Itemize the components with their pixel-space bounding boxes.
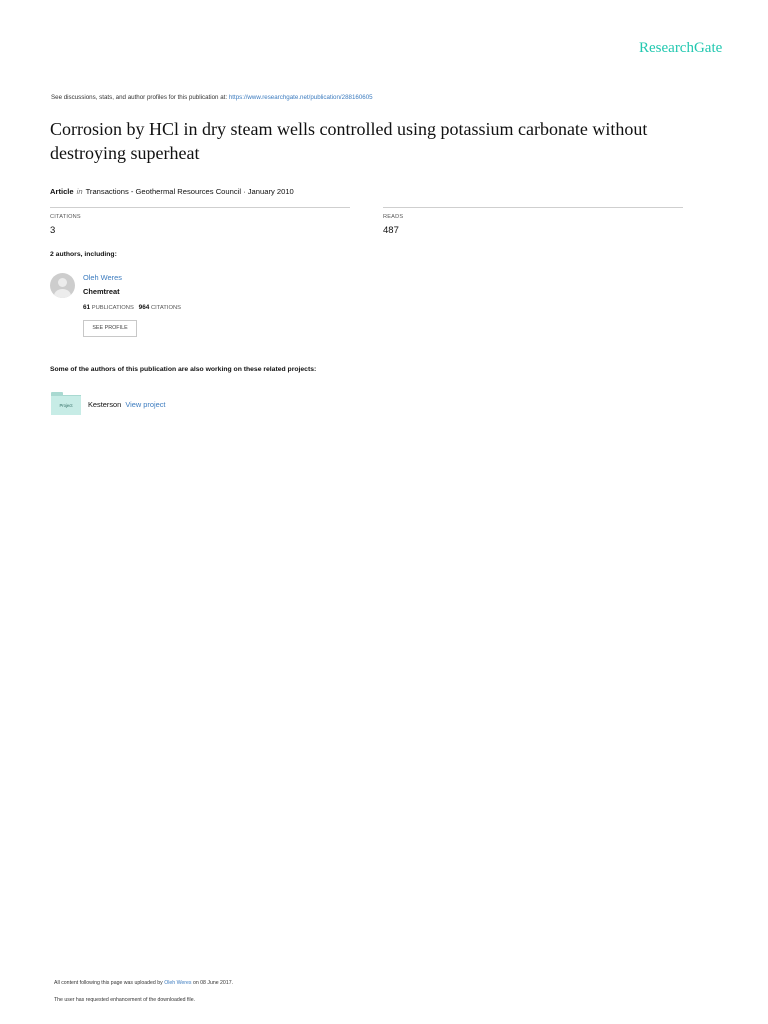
project-name: Kesterson <box>88 400 122 409</box>
researchgate-logo[interactable]: ResearchGate <box>639 40 723 56</box>
view-project-link[interactable]: View project <box>125 400 166 409</box>
author-institution[interactable]: Chemtreat <box>83 287 120 296</box>
author-name-link[interactable]: Oleh Weres <box>83 273 122 282</box>
publication-type: Article <box>50 187 74 196</box>
in-word: in <box>76 187 83 196</box>
author-citations-count: 964 <box>138 304 150 311</box>
publication-venue-date[interactable]: Transactions - Geothermal Resources Council · January 2010 <box>85 187 294 196</box>
avatar-body-shape <box>54 289 71 298</box>
author-stats <box>83 304 181 311</box>
user-placeholder-icon[interactable] <box>50 273 75 298</box>
author-citations-label: CITATIONS <box>150 305 182 311</box>
upload-note <box>54 980 233 986</box>
project-folder-icon <box>51 392 81 415</box>
publication-url-link[interactable]: https://www.researchgate.net/publication/288160605 <box>228 94 373 101</box>
citations-value: 3 <box>50 225 56 236</box>
avatar-head-shape <box>58 278 67 287</box>
authors-heading: 2 authors, including: <box>50 251 117 258</box>
uploader-link[interactable]: Oleh Weres <box>164 980 192 986</box>
project-icon-label: Project <box>59 403 73 408</box>
project-item <box>88 400 165 409</box>
upload-prefix: All content following this page was uploaded by <box>54 980 163 986</box>
enhancement-note: The user has requested enhancement of the downloaded file. <box>54 997 196 1003</box>
see-profile-button[interactable]: SEE PROFILE <box>83 320 137 337</box>
author-publications-count: 61 <box>83 304 91 311</box>
citations-divider <box>50 207 350 208</box>
upload-suffix: on 08 June 2017. <box>192 980 234 986</box>
publication-title: Corrosion by HCl in dry steam wells controlled using potassium carbonate without destroying superheat <box>50 119 648 163</box>
publication-meta <box>50 187 294 196</box>
discussion-line <box>51 94 373 101</box>
reads-value: 487 <box>383 225 399 236</box>
discussion-text: See discussions, stats, and author profiles for this publication at: <box>51 94 228 101</box>
reads-label: READS <box>383 214 404 220</box>
related-projects-heading: Some of the authors of this publication are also working on these related projects: <box>50 366 317 373</box>
reads-divider <box>383 207 683 208</box>
author-publications-label: PUBLICATIONS <box>91 305 134 311</box>
citations-label: CITATIONS <box>50 214 81 220</box>
